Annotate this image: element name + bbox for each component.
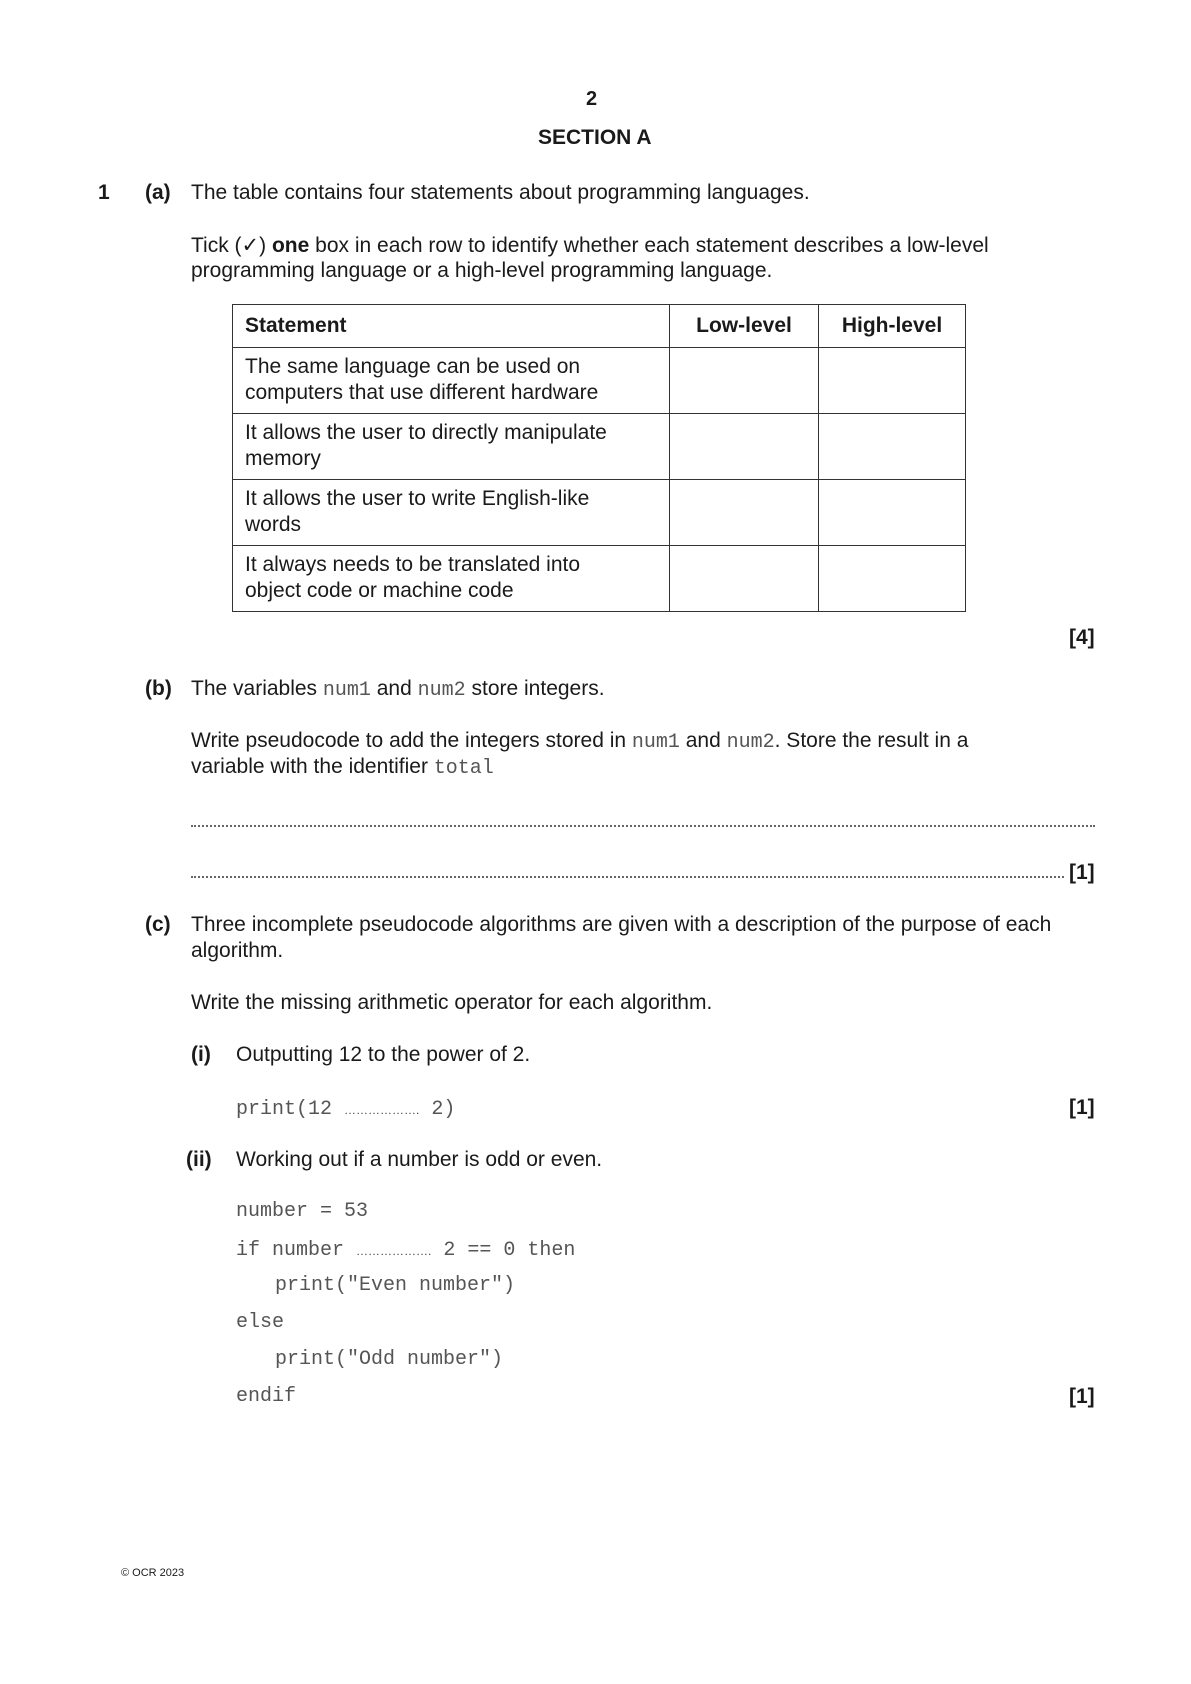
part-c-intro: Three incomplete pseudocode algorithms are given with a description of the purpose of each — [191, 913, 1052, 936]
intro-text: and — [370, 677, 418, 700]
table-row — [233, 348, 966, 414]
part-ci-marks: [1] — [1069, 1096, 1095, 1119]
code-line: print("Odd number") — [275, 1348, 504, 1371]
variable-num2: num2 — [417, 679, 466, 702]
part-cii-description: Working out if a number is odd or even. — [236, 1148, 603, 1171]
part-ci-description: Outputting 12 to the power of 2. — [236, 1043, 531, 1066]
operator-blank[interactable]: ………………. — [344, 1103, 420, 1117]
statement-line: object code or machine code — [245, 579, 514, 602]
part-a-intro: The table contains four statements about programming languages. — [191, 181, 810, 204]
low-level-tick-box[interactable] — [670, 414, 819, 480]
variable-total: total — [433, 757, 494, 780]
code-text: print(12 — [236, 1098, 345, 1121]
table-header-row — [233, 305, 966, 348]
part-cii-marks: [1] — [1069, 1385, 1095, 1408]
part-a-instruction-line2: programming language or a high-level programming language. — [191, 259, 773, 282]
part-b-instruction-line2 — [191, 755, 494, 780]
code-line: endif — [236, 1385, 297, 1408]
variable-num2: num2 — [726, 731, 775, 754]
section-title: SECTION A — [538, 126, 652, 149]
variable-num1: num1 — [631, 731, 680, 754]
intro-text: The variables — [191, 677, 323, 700]
statement-line: words — [245, 513, 302, 536]
code-line: number = 53 — [236, 1200, 369, 1223]
low-level-tick-box[interactable] — [670, 480, 819, 546]
high-level-tick-box[interactable] — [819, 414, 966, 480]
page-number: 2 — [586, 88, 598, 110]
statement-line: It always needs to be translated into — [245, 553, 581, 576]
code-line — [236, 1237, 575, 1262]
table-row — [233, 546, 966, 612]
code-text: if number — [236, 1239, 357, 1262]
part-a-label: (a) — [145, 181, 171, 204]
answer-line[interactable] — [191, 825, 1095, 827]
part-c-label: (c) — [145, 913, 171, 936]
statement-line: It allows the user to write English-like — [245, 487, 590, 510]
instruction-text: and — [679, 729, 727, 752]
statement-line: computers that use different hardware — [245, 381, 599, 404]
part-b-marks: [1] — [1069, 861, 1095, 884]
table-row — [233, 480, 966, 546]
instruction-rest: box in each row to identify whether each statement describes a low-level — [309, 234, 989, 257]
statement-line: The same language can be used on — [245, 355, 581, 378]
header-low-level: Low-level — [670, 305, 819, 348]
instruction-text: . Store the result in a — [774, 729, 969, 752]
code-line: else — [236, 1311, 285, 1334]
low-level-tick-box[interactable] — [670, 348, 819, 414]
part-c-instruction: Write the missing arithmetic operator for each algorithm. — [191, 991, 713, 1014]
operator-blank[interactable]: ………………. — [356, 1244, 432, 1258]
statements-table — [232, 304, 966, 612]
header-high-level: High-level — [819, 305, 966, 348]
part-ci-label: (i) — [191, 1043, 211, 1066]
part-a-instruction — [191, 233, 989, 258]
high-level-tick-box[interactable] — [819, 546, 966, 612]
variable-num1: num1 — [322, 679, 371, 702]
table-row — [233, 414, 966, 480]
part-b-instruction — [191, 729, 968, 754]
part-c-intro-line2: algorithm. — [191, 939, 284, 962]
code-line: print("Even number") — [275, 1274, 516, 1297]
code-text: 2 == 0 then — [431, 1239, 576, 1262]
instruction-text: variable with the identifier — [191, 755, 434, 778]
instruction-prefix: Tick (✓) — [191, 234, 272, 257]
high-level-tick-box[interactable] — [819, 348, 966, 414]
statement-cell — [233, 480, 670, 546]
statement-line: It allows the user to directly manipulate — [245, 421, 607, 444]
header-statement: Statement — [233, 305, 670, 348]
part-cii-label: (ii) — [186, 1148, 212, 1171]
question-number: 1 — [98, 181, 110, 204]
high-level-tick-box[interactable] — [819, 480, 966, 546]
part-b-intro — [191, 677, 605, 702]
instruction-text: Write pseudocode to add the integers stored in — [191, 729, 632, 752]
instruction-emphasis: one — [271, 234, 310, 257]
code-text: 2) — [419, 1098, 456, 1121]
part-a-marks: [4] — [1069, 626, 1095, 649]
statement-line: memory — [245, 447, 321, 470]
statement-cell — [233, 348, 670, 414]
low-level-tick-box[interactable] — [670, 546, 819, 612]
part-ci-code — [236, 1096, 455, 1121]
statement-cell — [233, 546, 670, 612]
statement-cell — [233, 414, 670, 480]
part-b-label: (b) — [145, 677, 172, 700]
intro-text: store integers. — [465, 677, 605, 700]
copyright-footer: © OCR 2023 — [121, 1567, 185, 1579]
answer-line[interactable] — [191, 876, 1064, 878]
